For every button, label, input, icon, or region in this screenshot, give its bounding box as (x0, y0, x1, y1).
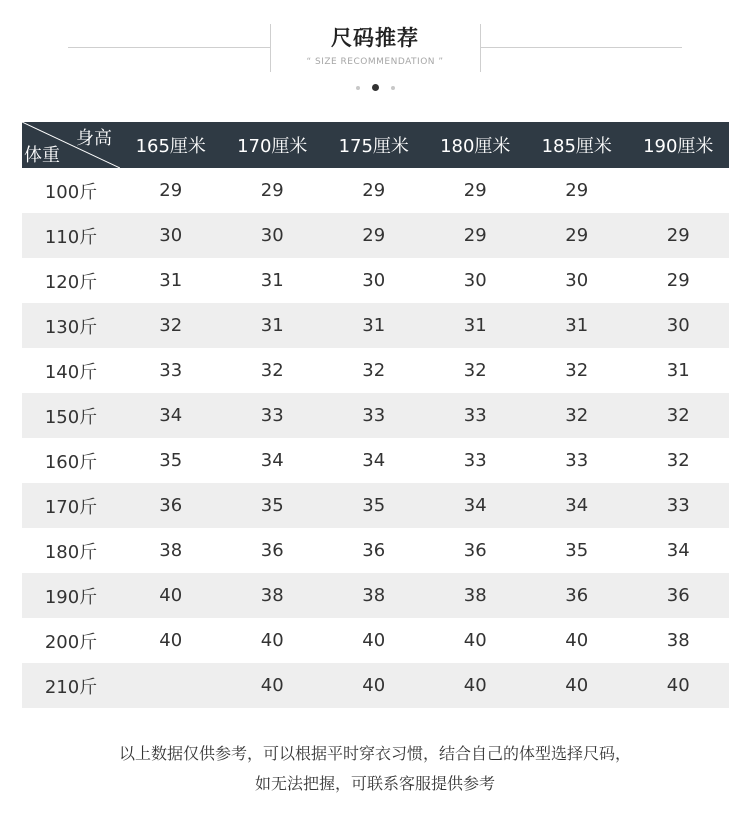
table-row (22, 483, 729, 528)
disclaimer-line-2: 如无法把握，可联系客服提供参考 (254, 774, 495, 793)
size-cell: 31 (526, 303, 628, 348)
size-cell: 29 (159, 180, 183, 201)
size-cell: 29 (565, 180, 589, 201)
size-cell: 36 (526, 573, 628, 618)
size-cell: 33 (628, 483, 730, 528)
size-chart-table (22, 122, 729, 708)
size-cell: 40 (120, 573, 222, 618)
size-cell: 31 (425, 303, 527, 348)
size-cell: 30 (463, 270, 487, 291)
size-cell: 31 (222, 303, 324, 348)
row-weight-label: 160斤 (44, 451, 98, 473)
size-cell: 31 (159, 270, 183, 291)
table-row (22, 303, 729, 348)
pagination-dots (0, 84, 750, 91)
size-cell: 33 (463, 450, 487, 471)
page-title: 尺码推荐 (331, 26, 419, 50)
column-header: 190厘米 (628, 122, 730, 168)
size-cell: 38 (323, 573, 425, 618)
size-cell: 32 (628, 393, 730, 438)
table-row (22, 168, 729, 213)
column-header: 185厘米 (526, 122, 628, 168)
size-cell: 34 (120, 393, 222, 438)
size-cell: 40 (628, 663, 730, 708)
size-cell: 29 (323, 213, 425, 258)
size-cell: 29 (260, 180, 284, 201)
pagination-dot-active (372, 84, 379, 91)
size-cell: 38 (425, 573, 527, 618)
pagination-dot (391, 86, 395, 90)
row-weight-label: 100斤 (44, 181, 98, 203)
size-cell: 34 (362, 450, 386, 471)
size-cell: 40 (362, 630, 386, 651)
size-cell: 35 (159, 450, 183, 471)
column-header: 180厘米 (425, 122, 527, 168)
weight-axis-label: 体重 (24, 145, 60, 166)
table-row (22, 618, 729, 663)
table-row (22, 213, 729, 258)
pagination-dot (356, 86, 360, 90)
table-row (22, 663, 729, 708)
size-cell: 30 (120, 213, 222, 258)
size-cell: 35 (565, 540, 589, 561)
size-cell: 34 (666, 540, 690, 561)
size-cell: 40 (159, 630, 183, 651)
table-row (22, 438, 729, 483)
table-row (22, 348, 729, 393)
size-cell (120, 663, 222, 708)
size-cell: 38 (222, 573, 324, 618)
size-cell: 40 (463, 630, 487, 651)
column-header: 165厘米 (120, 122, 222, 168)
size-cell: 30 (362, 270, 386, 291)
size-cell: 30 (222, 213, 324, 258)
size-cell: 29 (628, 213, 730, 258)
size-cell: 29 (362, 180, 386, 201)
table-corner-cell (22, 122, 120, 168)
size-cell: 34 (526, 483, 628, 528)
size-cell: 36 (260, 540, 284, 561)
size-cell (628, 168, 730, 213)
row-weight-label: 150斤 (22, 393, 120, 438)
row-weight-label: 120斤 (44, 271, 98, 293)
size-cell: 33 (565, 450, 589, 471)
size-cell: 31 (323, 303, 425, 348)
column-header: 175厘米 (323, 122, 425, 168)
size-cell: 32 (362, 360, 386, 381)
size-cell: 32 (260, 360, 284, 381)
table-row (22, 258, 729, 303)
row-weight-label: 200斤 (44, 631, 98, 653)
size-cell: 40 (323, 663, 425, 708)
height-axis-label: 身高 (76, 128, 112, 149)
size-cell: 32 (120, 303, 222, 348)
size-cell: 32 (526, 393, 628, 438)
size-cell: 32 (463, 360, 487, 381)
row-weight-label: 110斤 (22, 213, 120, 258)
row-weight-label: 190斤 (22, 573, 120, 618)
table-row (22, 393, 729, 438)
size-cell: 33 (425, 393, 527, 438)
size-cell: 40 (222, 663, 324, 708)
size-cell: 29 (463, 180, 487, 201)
row-weight-label: 170斤 (22, 483, 120, 528)
size-cell: 29 (425, 213, 527, 258)
size-cell: 31 (666, 360, 690, 381)
size-cell: 40 (526, 663, 628, 708)
row-weight-label: 140斤 (44, 361, 98, 383)
size-cell: 32 (565, 360, 589, 381)
size-cell: 34 (260, 450, 284, 471)
table-header-row (22, 122, 729, 168)
table-row (22, 528, 729, 573)
size-cell: 36 (463, 540, 487, 561)
size-cell: 40 (425, 663, 527, 708)
size-cell: 34 (425, 483, 527, 528)
size-cell: 30 (565, 270, 589, 291)
size-cell: 38 (666, 630, 690, 651)
size-cell: 33 (323, 393, 425, 438)
size-cell: 31 (260, 270, 284, 291)
size-cell: 29 (666, 270, 690, 291)
page-subtitle: “ SIZE RECOMMENDATION ” (306, 57, 444, 67)
size-cell: 40 (565, 630, 589, 651)
size-cell: 40 (260, 630, 284, 651)
size-cell: 36 (362, 540, 386, 561)
column-header: 170厘米 (222, 122, 324, 168)
disclaimer-line-1: 以上数据仅供参考，可以根据平时穿衣习惯，结合自己的体型选择尺码， (118, 744, 631, 763)
row-weight-label: 180斤 (44, 541, 98, 563)
size-cell: 29 (526, 213, 628, 258)
size-cell: 35 (222, 483, 324, 528)
row-weight-label: 210斤 (22, 663, 120, 708)
size-cell: 35 (323, 483, 425, 528)
table-row (22, 573, 729, 618)
size-cell: 30 (628, 303, 730, 348)
size-cell: 38 (159, 540, 183, 561)
size-cell: 32 (666, 450, 690, 471)
size-cell: 33 (222, 393, 324, 438)
size-cell: 36 (628, 573, 730, 618)
size-cell: 36 (120, 483, 222, 528)
size-cell: 33 (159, 360, 183, 381)
row-weight-label: 130斤 (22, 303, 120, 348)
